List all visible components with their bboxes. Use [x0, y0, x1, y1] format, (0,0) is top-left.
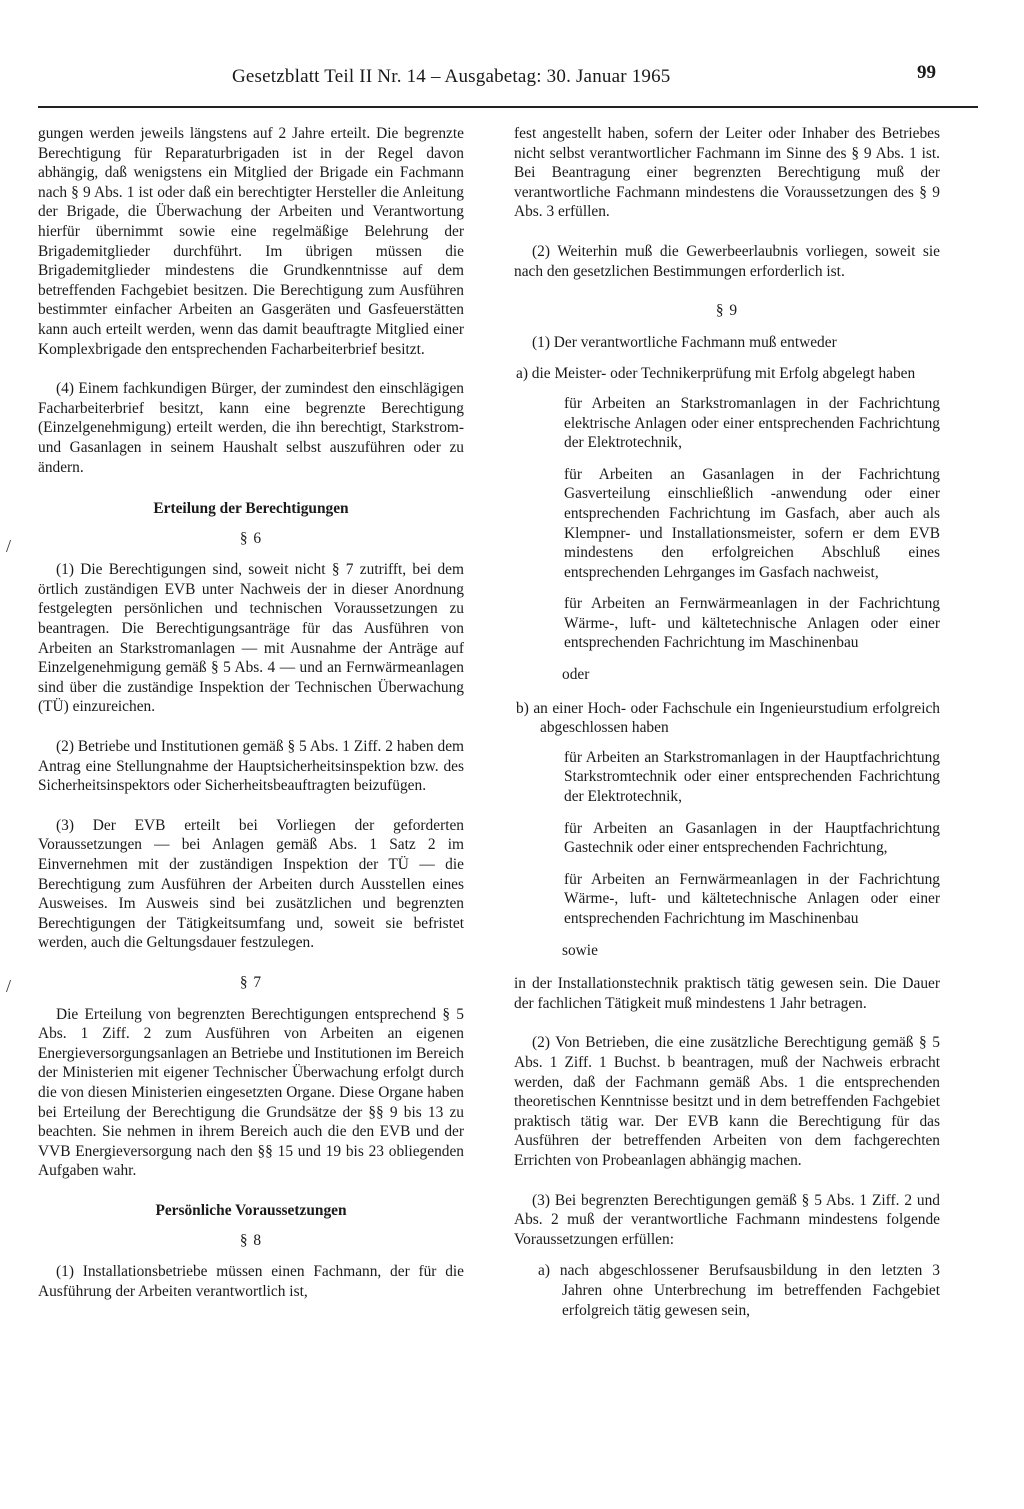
list-subitem: für Arbeiten an Gasanlagen in der Hauptfachrichtung Gastechnik oder einer entsprechenden Fachrichtung, [564, 819, 940, 857]
list-item-b: b) an einer Hoch- oder Fachschule ein Ingenieurstudium erfolgreich abgeschlossen haben [516, 699, 940, 737]
section-number: § 8 [239, 1231, 263, 1249]
conjunction: oder [562, 666, 590, 684]
section-number: § 7 [239, 973, 263, 991]
paragraph: (1) Installationsbetriebe müssen einen Fachmann, der für die Ausführung der Arbeiten verantwortlich ist, [38, 1263, 464, 1300]
paragraph: (3) Der EVB erteilt bei Vorliegen der geforderten Voraussetzungen — bei Anlagen gemäß Abs. 1 Satz 2 im Einvernehmen mit der zuständigen Inspektion der TÜ — die Berechtigung zum Ausführen der Arbeiten durch Ausstellen eines Ausweises. Im Ausweis sind bei zusätzlichen und begrenzten Berechtigungen der Tätigkeitsumfang und, soweit sie befristet werden, auch die Geltungsdauer festzulegen. [38, 816, 464, 952]
list-subitem: für Arbeiten an Fernwärmeanlagen in der Fachrichtung Wärme-, luft- und kältetechnische Anlagen oder einer entsprechenden Fachrichtung im Maschinenbau [564, 870, 940, 927]
section-heading: Erteilung der Berechtigungen [153, 500, 349, 518]
page-number: 99 [917, 62, 936, 83]
margin-mark: / [6, 976, 12, 996]
section-number: § 9 [715, 302, 739, 320]
list-item-a: a) die Meister- oder Technikerprüfung mit Erfolg abgelegt haben [516, 365, 916, 383]
left-column [38, 124, 464, 1313]
page-header [38, 62, 978, 108]
paragraph: fest angestellt haben, sofern der Leiter oder Inhaber des Betriebes nicht selbst verantwortlicher Fachmann im Sinne des § 9 Abs. 1 ist. Bei Beantragung einer begrenzten Berechtigung muß der verantwortliche Fachmann mindestens die Voraussetzungen des § 9 Abs. 3 erfüllen. [514, 125, 940, 221]
paragraph: (1) Die Berechtigungen sind, soweit nicht § 7 zutrifft, bei dem örtlich zuständigen EVB unter Nachweis der in dieser Anordnung festgelegten persönlichen und technischen Voraussetzungen zu beantragen. Die Berechtigungsanträge für das Ausführen von Arbeiten an Starkstromanlagen — mit Ausnahme der Anträge auf Einzelgenehmigung gemäß § 5 Abs. 4 — und an Fernwärmeanlagen sind über die zuständige Inspektion der Technischen Überwachung (TÜ) einzureichen. [38, 561, 464, 716]
paragraph: gungen werden jeweils längstens auf 2 Jahre erteilt. Die begrenzte Berechtigung für Reparaturbrigaden ist in der Regel davon abhängig, daß wenigstens ein Mitglied der Brigade ein Fachmann nach § 9 Abs. 1 ist oder daß ein berechtigter Hersteller die Anleitung der Brigade, die Überwachung der Arbeiten und Verantwortung hierfür übernimmt sowie eine regelmäßige Belehrung der Brigademitglieder durchführt. Im übrigen müssen die Brigademitglieder mindestens die Grundkenntnisse auf dem betreffenden Fachgebiet besitzen. Die Berechtigung zum Ausführen bestimmter einfacher Arbeiten an Gasgeräten und Gasfeuerstätten kann auch erteilt werden, wenn das damit beauftragte Mitglied einer Komplexbrigade den entsprechenden Facharbeiterbrief besitzt. [38, 125, 464, 358]
list-subitem: für Arbeiten an Starkstromanlagen in der Hauptfachrichtung Starkstromtechnik oder einer entsprechenden Fachrichtung der Elektrotechnik, [564, 748, 940, 806]
list-subitem: für Arbeiten an Fernwärmeanlagen in der Fachrichtung Wärme-, luft- und kältetechnische Anlagen oder einer entsprechenden Fachrichtung im Maschinenbau [564, 595, 940, 652]
paragraph: Die Erteilung von begrenzten Berechtigungen entsprechend § 5 Abs. 1 Ziff. 2 zum Ausführen von Arbeiten an eigenen Energieversorgungsanlagen an Betriebe und Institutionen im Bereich der Ministerien mit eigener Technischer Überwachung erfolgt durch die von diesen Ministerien eingesetzten Organe. Diese Organe haben bei Erteilung der Berechtigung die Grundsätze der §§ 9 bis 13 zu beachten. Sie nehmen in ihrem Bereich auch die den EVB und der VVB Energieversorgung nach den §§ 15 und 19 bis 23 obliegenden Aufgaben wahr. [38, 1005, 464, 1180]
conjunction: sowie [562, 941, 598, 959]
section-heading: Persönliche Voraussetzungen [155, 1201, 347, 1219]
margin-mark: / [6, 536, 12, 556]
gazette-title: Gesetzblatt Teil II Nr. 14 – Ausgabetag: 30. Januar 1965 [232, 66, 671, 87]
paragraph: (3) Bei begrenzten Berechtigungen gemäß § 5 Abs. 1 Ziff. 2 und Abs. 2 muß der verantwortliche Fachmann mindestens folgende Voraussetzungen erfüllen: [514, 1191, 940, 1248]
paragraph: in der Installationstechnik praktisch tätig gewesen sein. Die Dauer der fachlichen Tätigkeit muß mindestens 1 Jahr betragen. [514, 975, 940, 1012]
right-column [514, 124, 940, 1330]
paragraph: (1) Der verantwortliche Fachmann muß entweder [532, 333, 837, 351]
list-subitem: für Arbeiten an Starkstromanlagen in der Fachrichtung elektrische Anlagen oder einer entsprechenden Fachrichtung der Elektrotechnik, [564, 394, 940, 452]
list-item-a: a) nach abgeschlossener Berufsausbildung in den letzten 3 Jahren ohne Unterbrechung im betreffenden Fachgebiet erfolgreich tätig gewesen sein, [538, 1262, 940, 1319]
paragraph: (4) Einem fachkundigen Bürger, der zumindest den einschlägigen Facharbeiterbrief besitzt, kann eine begrenzte Berechtigung (Einzelgenehmigung) erteilt werden, die ihn berechtigt, Starkstrom- und Gasanlagen in seinem Haushalt selbst auszuführen oder zu ändern. [38, 380, 464, 476]
paragraph: (2) Von Betrieben, die eine zusätzliche Berechtigung gemäß § 5 Abs. 1 Ziff. 1 Buchst. b beantragen, muß der Nachweis erbracht werden, daß der Fachmann gemäß Abs. 1 die entsprechenden theoretischen Kenntnisse besitzt und in dem betreffenden Fachgebiet praktisch tätig war. Der EVB kann die Berechtigung für das Ausführen der betreffenden Arbeiten von dem fachgerechten Errichten von Probeanlagen abhängig machen. [514, 1034, 940, 1169]
paragraph: (2) Weiterhin muß die Gewerbeerlaubnis vorliegen, soweit sie nach den gesetzlichen Bestimmungen erforderlich ist. [514, 242, 940, 280]
paragraph: (2) Betriebe und Institutionen gemäß § 5 Abs. 1 Ziff. 2 haben dem Antrag eine Stellungnahme der Hauptsicherheitsinspektion bzw. des Sicherheitsinspektors oder Sicherheitsbeauftragten beizufügen. [38, 738, 464, 795]
list-subitem: für Arbeiten an Gasanlagen in der Fachrichtung Gasverteilung einschließlich -anwendung oder einer entsprechenden Fachrichtung im Gasfach, aber auch als Klempner- und Installationsmeister, sofern er dem EVB mindestens den erfolgreichen Abschluß eines entsprechenden Lehrganges im Gasfach nachweist, [564, 465, 940, 581]
section-number: § 6 [239, 529, 263, 547]
